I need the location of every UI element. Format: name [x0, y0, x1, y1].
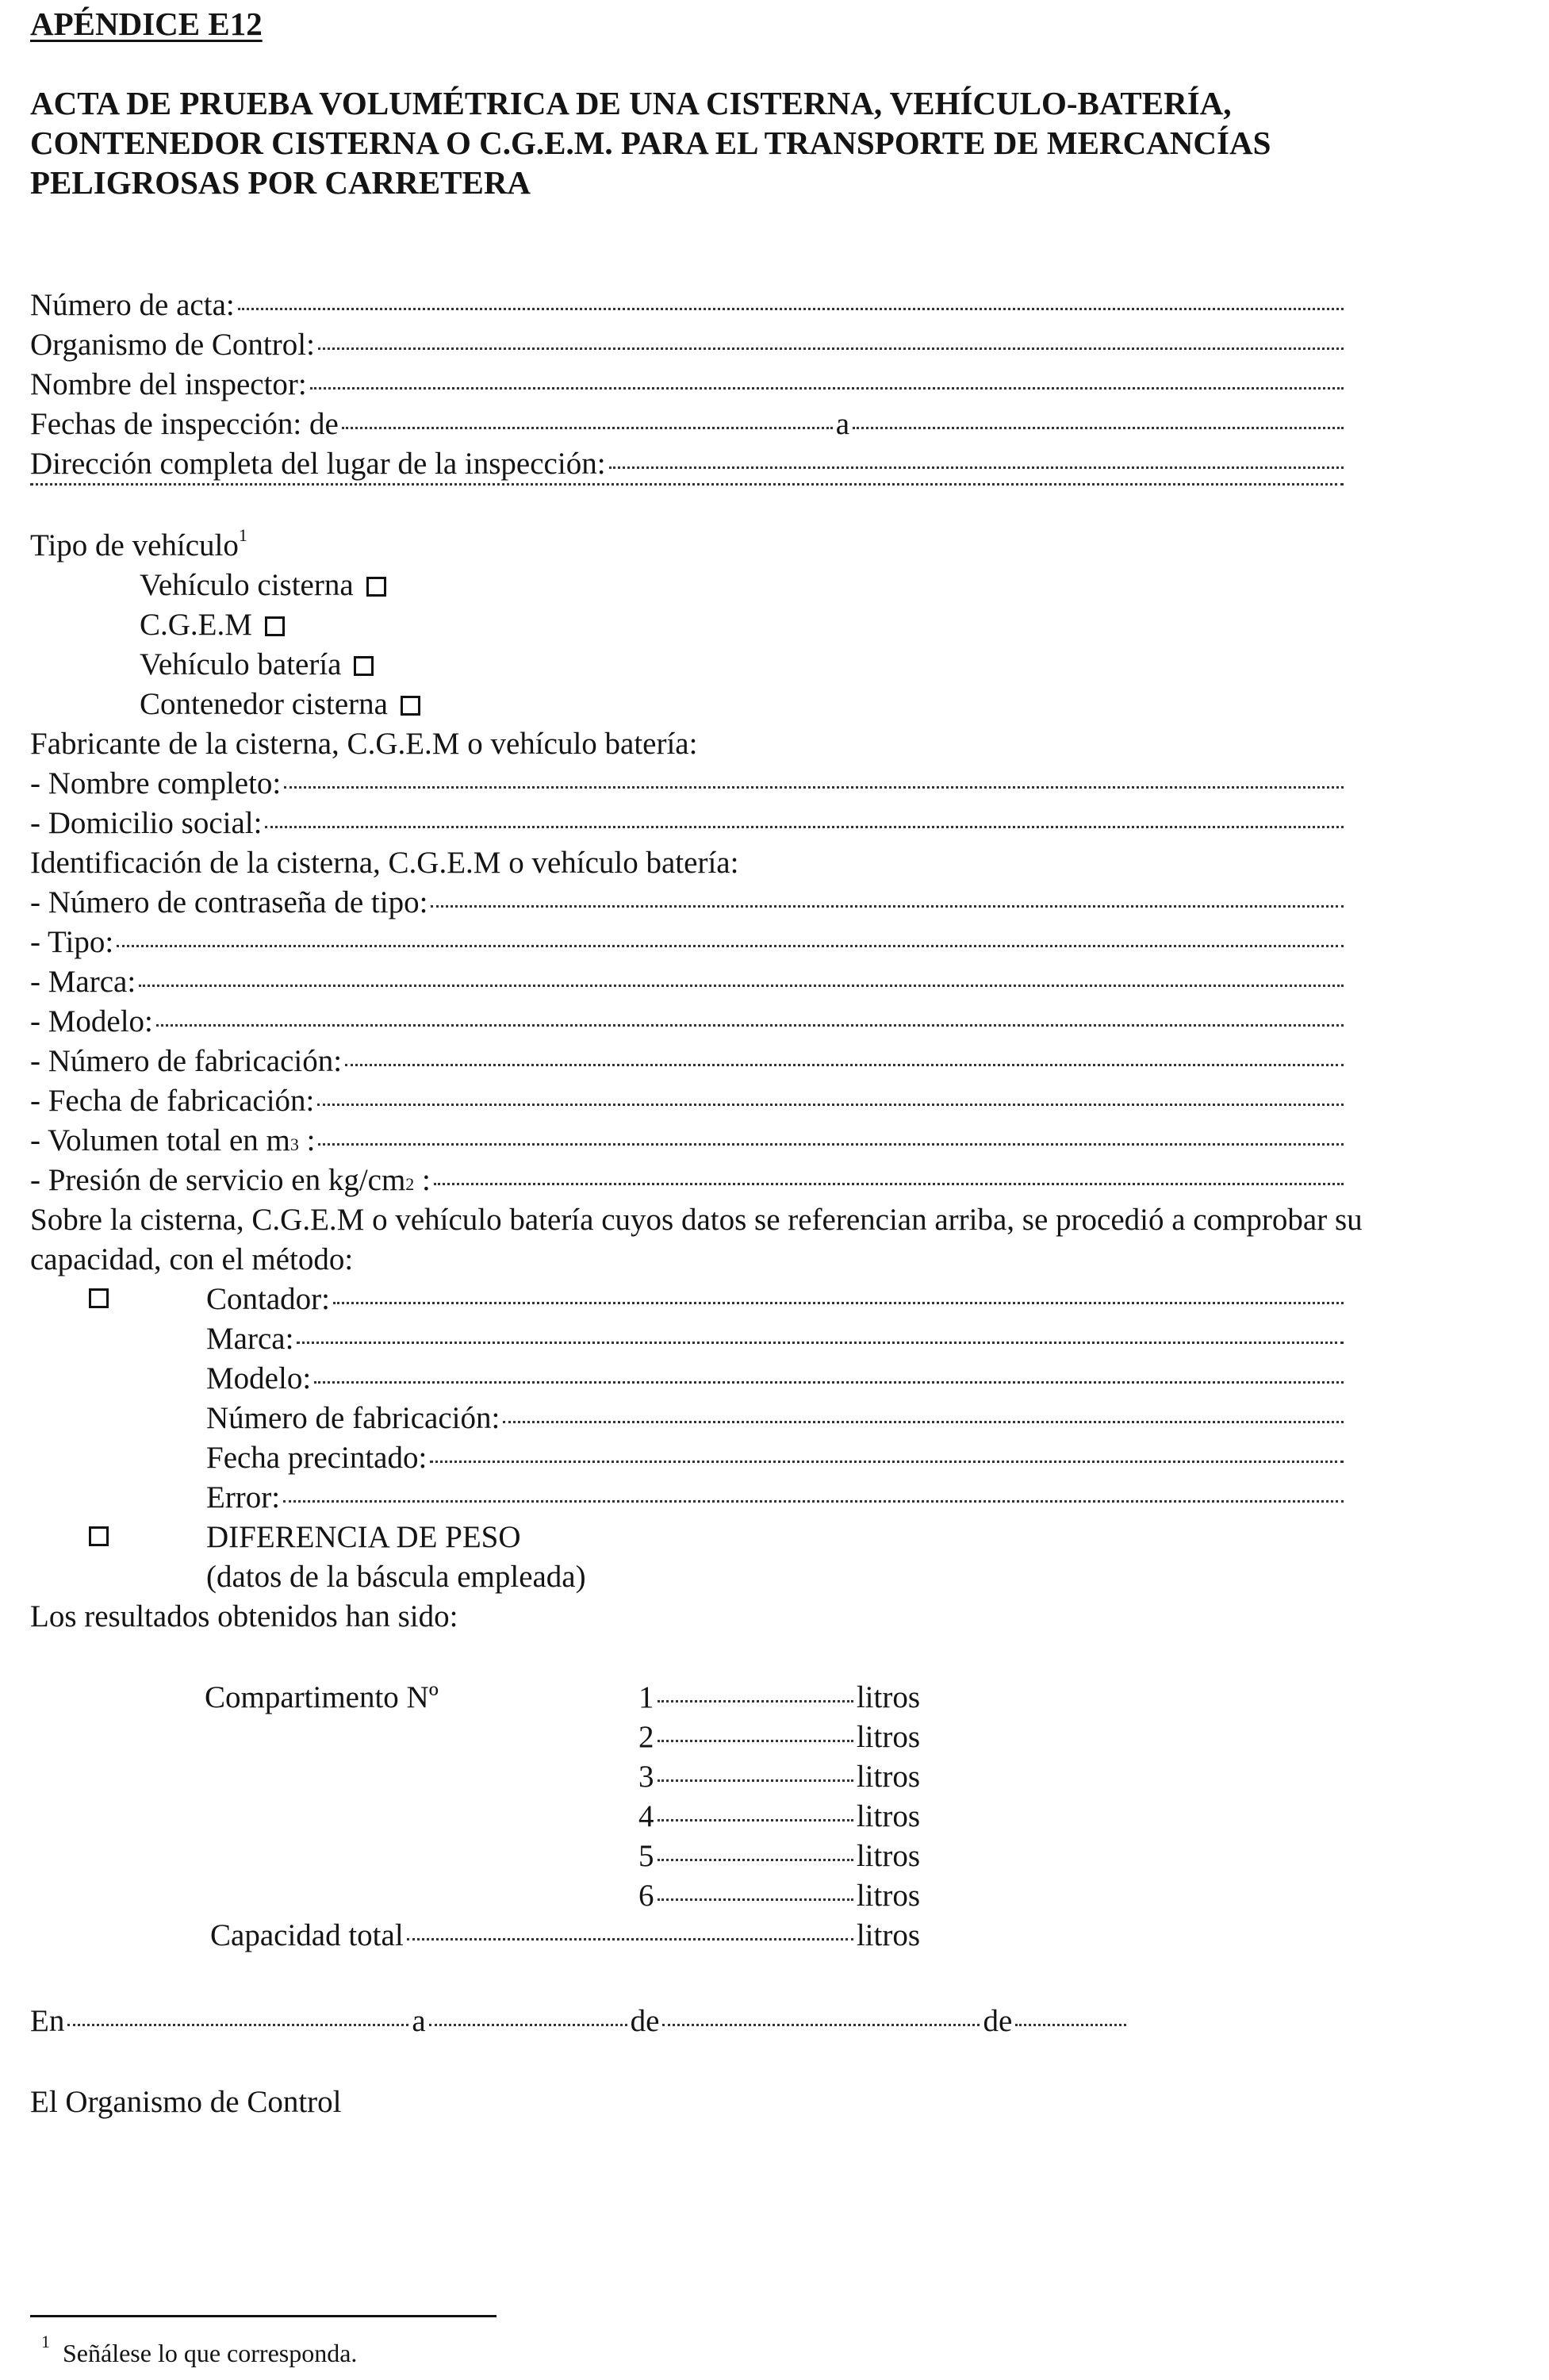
field-modelo[interactable]: - Modelo: [30, 1006, 1347, 1037]
field-numero-fabricacion[interactable]: - Número de fabricación: [30, 1046, 1347, 1077]
metodo-intro-line-2: capacidad, con el método: [30, 1242, 354, 1276]
option-vehiculo-cisterna[interactable]: Vehículo cisterna [140, 570, 386, 601]
field-organismo[interactable]: Organismo de Control: [30, 329, 1347, 360]
field-contrasena[interactable]: - Número de contraseña de tipo: [30, 887, 1347, 918]
checkbox[interactable] [265, 616, 285, 636]
compartimento-label: Compartimento Nº [205, 1680, 439, 1714]
firma-organismo: El Organismo de Control [30, 2085, 342, 2119]
field-direccion-continuation[interactable] [30, 488, 1347, 519]
field-contador-fecha-precintado[interactable]: Fecha precintado: [206, 1442, 1347, 1473]
field-fecha-fabricacion[interactable]: - Fecha de fabricación: [30, 1085, 1347, 1116]
field-tipo[interactable]: - Tipo: [30, 927, 1347, 958]
compartment-row[interactable]: 3 litros [638, 1760, 920, 1794]
resultados-label: Los resultados obtenidos han sido: [30, 1599, 458, 1633]
field-fechas[interactable]: Fechas de inspección: de a [30, 409, 1347, 440]
option-cgem[interactable]: C.G.E.M [140, 609, 285, 640]
field-presion-servicio[interactable]: - Presión de servicio en kg/cm 2 : [30, 1165, 1347, 1196]
compartment-row[interactable]: 5 litros [638, 1839, 920, 1873]
title-line-1: ACTA DE PRUEBA VOLUMÉTRICA DE UNA CISTERNA, VEHÍCULO-BATERÍA, [30, 85, 1232, 121]
compartment-row[interactable]: 6 litros [638, 1879, 920, 1913]
field-numero-acta[interactable]: Número de acta: [30, 290, 1347, 321]
footnote: $^1$ Señálese lo que corresponda. [41, 2332, 358, 2367]
field-contador-marca[interactable]: Marca: [206, 1323, 1347, 1354]
field-marca[interactable]: - Marca: [30, 966, 1347, 997]
field-contador[interactable]: Contador: [206, 1284, 1347, 1315]
field-domicilio-social[interactable]: - Domicilio social: [30, 808, 1347, 839]
metodo-intro-line-1: Sobre la cisterna, C.G.E.M o vehículo batería cuyos datos se referencian arriba, se procedió a comprobar su [30, 1203, 1363, 1237]
field-contador-numero-fabricacion[interactable]: Número de fabricación: [206, 1403, 1347, 1434]
field-direccion[interactable]: Dirección completa del lugar de la inspección: [30, 448, 1347, 479]
vehicle-type-label: Tipo de vehículo$^1$ [30, 525, 247, 562]
lugar-fecha-row[interactable]: En a de de [30, 2006, 1164, 2036]
title-line-3: PELIGROSAS POR CARRETERA [30, 164, 531, 201]
checkbox[interactable] [354, 656, 374, 676]
appendix-heading: APÉNDICE E12 [30, 6, 263, 42]
compartment-row[interactable]: 1 litros [638, 1680, 920, 1714]
fabricante-label: Fabricante de la cisterna, C.G.E.M o vehículo batería: [30, 727, 698, 761]
checkbox-diferencia-peso[interactable] [89, 1526, 109, 1546]
field-contador-error[interactable]: Error: [206, 1482, 1347, 1513]
checkbox[interactable] [401, 696, 420, 716]
compartment-row[interactable]: 2 litros [638, 1720, 920, 1754]
field-nombre-completo[interactable]: - Nombre completo: [30, 768, 1347, 799]
footnote-ref: 1 [238, 525, 247, 545]
capacidad-total-row[interactable]: Capacidad total litros [210, 1918, 920, 1952]
compartment-row[interactable]: 4 litros [638, 1799, 920, 1833]
footnote-rule [30, 2315, 497, 2317]
diferencia-peso-sub: (datos de la báscula empleada) [206, 1560, 586, 1594]
title-line-2: CONTENEDOR CISTERNA O C.G.E.M. PARA EL TRANSPORTE DE MERCANCÍAS [30, 125, 1271, 161]
option-contenedor-cisterna[interactable]: Contenedor cisterna [140, 689, 420, 720]
field-contador-modelo[interactable]: Modelo: [206, 1363, 1347, 1394]
field-inspector[interactable]: Nombre del inspector: [30, 369, 1347, 400]
field-volumen-total[interactable]: - Volumen total en m 3 : [30, 1125, 1347, 1156]
option-vehiculo-bateria[interactable]: Vehículo batería [140, 649, 374, 680]
diferencia-peso-label: DIFERENCIA DE PESO [206, 1520, 521, 1554]
checkbox-contador[interactable] [89, 1288, 109, 1308]
checkbox[interactable] [366, 577, 386, 597]
identificacion-label: Identificación de la cisterna, C.G.E.M o vehículo batería: [30, 846, 739, 880]
